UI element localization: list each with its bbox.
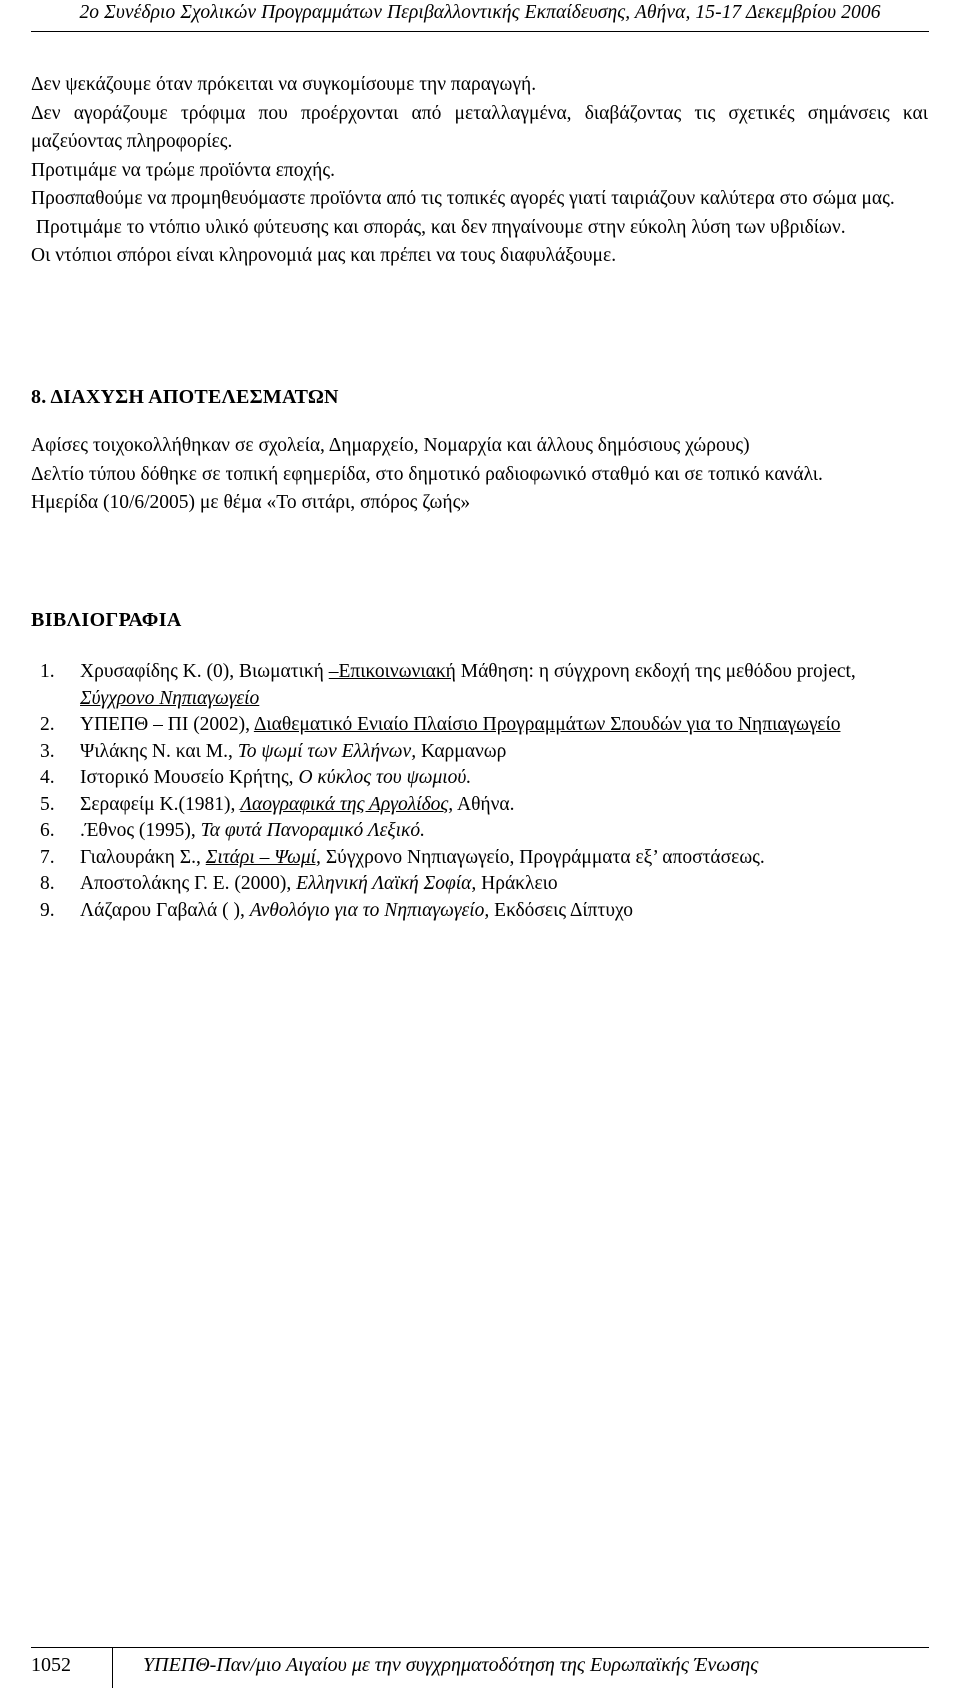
item-text: Γιαλουράκη Σ., bbox=[80, 846, 206, 868]
bibliography-item bbox=[31, 818, 934, 845]
paragraph: Προτιμάμε το ντόπιο υλικό φύτευσης και σποράς, και δεν πηγαίνουμε στην εύκολη λύση των υβριδίων. bbox=[31, 216, 846, 238]
bibliography-item bbox=[31, 739, 934, 766]
item-text: Σύγχρονο Νηπιαγωγείο, Προγράμματα εξ’ αποστάσεως. bbox=[320, 846, 765, 868]
bibliography-item bbox=[31, 845, 934, 872]
intro-guidelines bbox=[31, 71, 928, 271]
paragraph: Δελτίο τύπου δόθηκε σε τοπική εφημερίδα, στο δημοτικό ραδιοφωνικό σταθμό και σε τοπικό κανάλι. bbox=[31, 463, 823, 485]
paragraph: Αφίσες τοιχοκολλήθηκαν σε σχολεία, Δημαρχείο, Νομαρχία και άλλους δημόσιους χώρους) bbox=[31, 435, 750, 456]
bibliography-item bbox=[31, 712, 934, 739]
item-text: Αθήνα. bbox=[453, 793, 515, 815]
item-text: Σεραφείμ Κ.(1981), bbox=[80, 793, 241, 815]
item-text: ΥΠΕΠΘ – ΠΙ (2002), bbox=[80, 714, 254, 735]
item-title: Τα φυτά Πανοραμικό Λεξικό. bbox=[200, 820, 426, 841]
item-text: Εκδόσεις Δίπτυχο bbox=[489, 899, 633, 921]
paragraph: Προτιμάμε να τρώμε προϊόντα εποχής. bbox=[31, 159, 335, 181]
footer-rule bbox=[31, 1647, 929, 1648]
item-number: 4. bbox=[40, 767, 55, 788]
item-title: Διαθεματικό Ενιαίο Πλαίσιο Προγραμμάτων Σπουδών για το Νηπιαγωγείο bbox=[253, 714, 841, 735]
item-number: 9. bbox=[40, 899, 55, 921]
bibliography-list bbox=[31, 659, 934, 924]
item-text: Λάζαρου Γαβαλά ( ), bbox=[80, 899, 250, 921]
paragraph: Οι ντόπιοι σπόροι είναι κληρονομιά μας και πρέπει να τους διαφυλάξουμε. bbox=[31, 245, 617, 266]
item-title: Ανθολόγιο για το Νηπιαγωγείο, bbox=[249, 899, 490, 921]
bibliography-heading: ΒΙΒΛΙΟΓΡΑΦΙΑ bbox=[31, 609, 182, 631]
item-text: Χρυσαφίδης Κ. (0), Βιωματική bbox=[80, 661, 329, 682]
paragraph: Ημερίδα (10/6/2005) με θέμα «Το σιτάρι, σπόρος ζωής» bbox=[31, 492, 471, 513]
bibliography-item bbox=[31, 659, 934, 712]
running-footer: ΥΠΕΠΘ-Παν/μιο Αιγαίου με την συγχρηματοδότηση της Ευρωπαϊκής Ένωσης bbox=[143, 1654, 759, 1676]
bibliography-item bbox=[31, 898, 934, 925]
item-title: Ο κύκλος του ψωμιού. bbox=[298, 767, 472, 788]
item-title: Το ψωμί των Ελλήνων, bbox=[237, 740, 417, 762]
item-text: Ψιλάκης Ν. και Μ., bbox=[80, 740, 238, 762]
item-number: 8. bbox=[40, 873, 55, 894]
item-text: Καρμανωρ bbox=[416, 740, 507, 762]
item-number: 2. bbox=[40, 714, 55, 735]
bibliography-item bbox=[31, 792, 934, 819]
bibliography-item bbox=[31, 871, 934, 898]
paragraph: Προσπαθούμε να προμηθευόμαστε προϊόντα από τις τοπικές αγορές γιατί ταιριάζουν καλύτερα στο σώμα μας. bbox=[31, 188, 895, 209]
page-number: 1052 bbox=[31, 1654, 71, 1676]
item-text: Μάθηση: η σύγχρονη εκδοχή της μεθόδου project, bbox=[455, 661, 856, 682]
item-title: Ελληνική Λαϊκή Σοφία, bbox=[296, 873, 477, 894]
item-title: Σύγχρονο Νηπιαγωγείο bbox=[80, 687, 260, 709]
item-text: .Έθνος (1995), bbox=[80, 820, 201, 841]
section-heading-dissemination: 8. ΔΙΑΧΥΣΗ ΑΠΟΤΕΛΕΣΜΑΤΩΝ bbox=[31, 386, 339, 408]
paragraph: Δεν ψεκάζουμε όταν πρόκειται να συγκομίσουμε την παραγωγή. bbox=[31, 74, 537, 95]
item-title: Σιτάρι – Ψωμί, bbox=[205, 846, 321, 868]
bibliography-item bbox=[31, 765, 934, 792]
item-text: –Επικοινωνιακή bbox=[328, 661, 456, 682]
header-rule bbox=[31, 31, 929, 32]
running-header: 2ο Συνέδριο Σχολικών Προγραμμάτων Περιβαλλοντικής Εκπαίδευσης, Αθήνα, 15-17 Δεκεμβρίου 2006 bbox=[79, 2, 881, 23]
item-number: 7. bbox=[40, 846, 55, 868]
item-number: 6. bbox=[40, 820, 55, 841]
item-text: Ηράκλειο bbox=[476, 873, 558, 894]
item-text: Ιστορικό Μουσείο Κρήτης, bbox=[80, 767, 299, 788]
item-title: Λαογραφικά της Αργολίδος, bbox=[240, 793, 454, 815]
paragraph: Δεν αγοράζουμε τρόφιμα που προέρχονται από μεταλλαγμένα, διαβάζοντας τις σχετικές σημάνσεις και μαζεύοντας πληροφορίες. bbox=[31, 102, 928, 152]
footer-separator bbox=[112, 1647, 113, 1688]
item-text: Αποστολάκης Γ. Ε. (2000), bbox=[80, 873, 297, 894]
item-number: 1. bbox=[40, 661, 55, 682]
item-number: 3. bbox=[40, 740, 55, 762]
item-number: 5. bbox=[40, 793, 55, 815]
dissemination-text bbox=[31, 432, 928, 518]
